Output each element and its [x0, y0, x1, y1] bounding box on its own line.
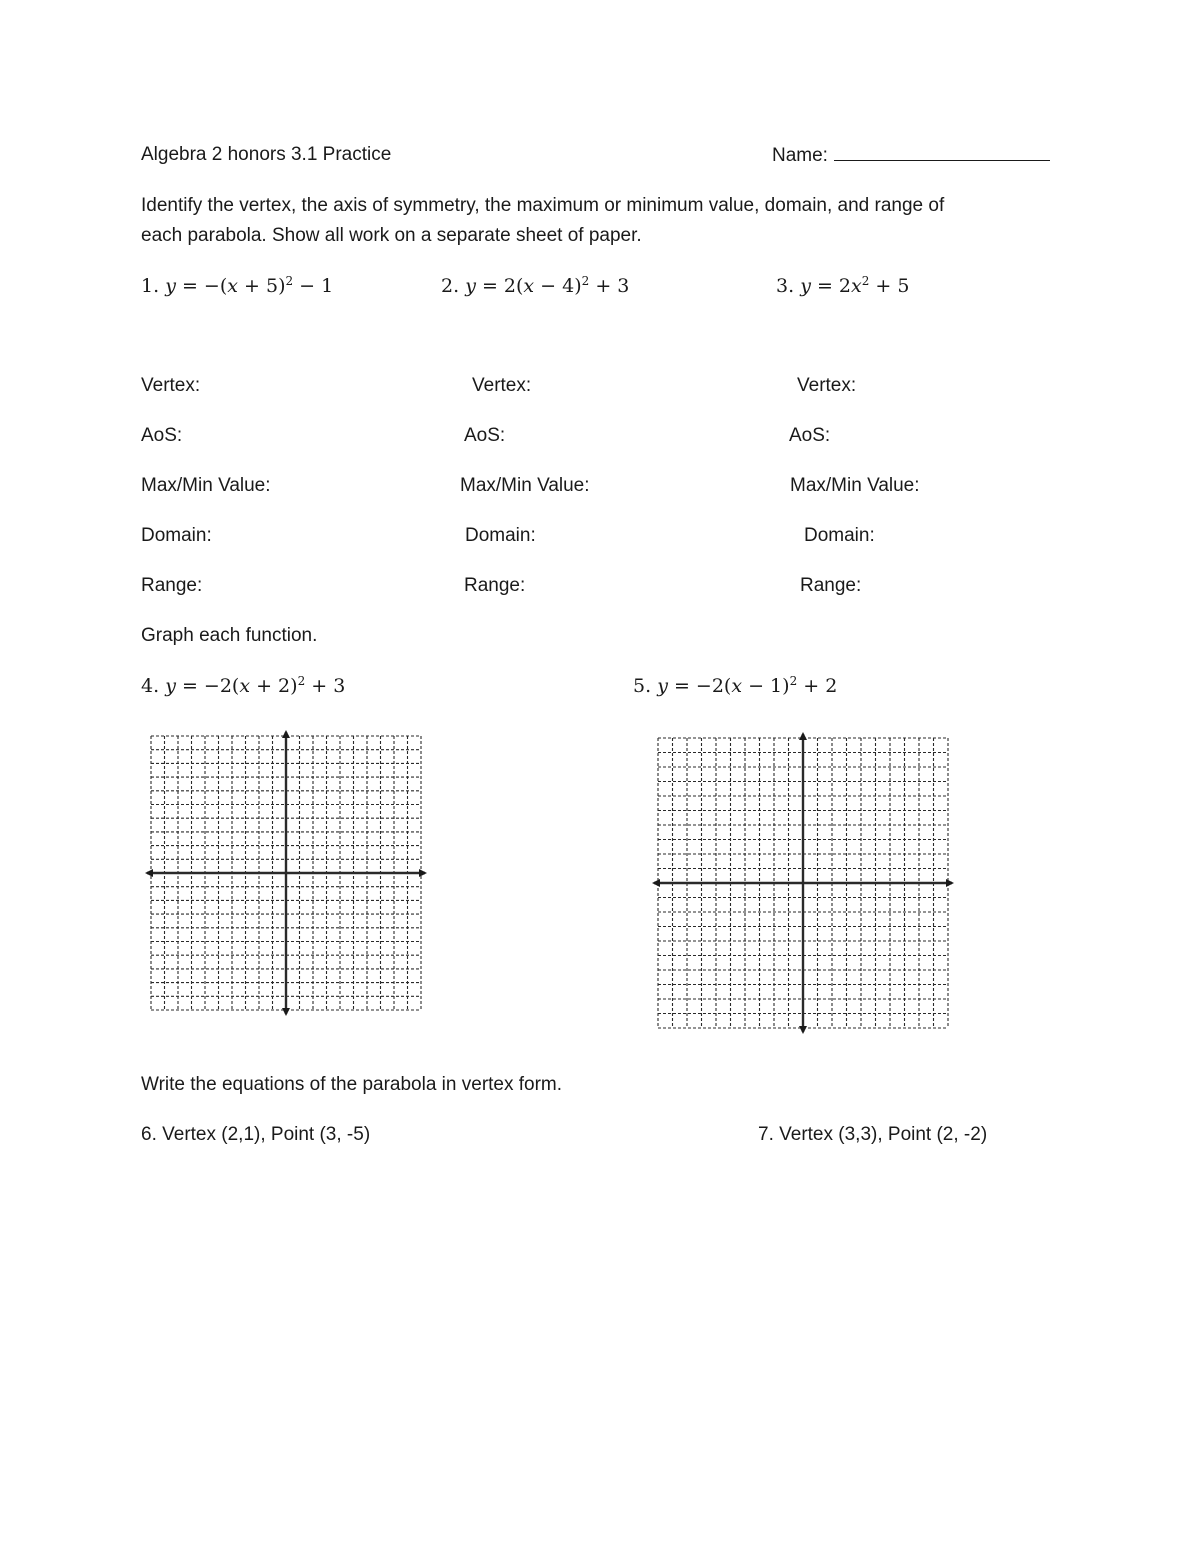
x-axis-arrow-right	[419, 869, 427, 877]
problem-3-aos-label: AoS:	[789, 425, 831, 446]
problem-3-vertex-label: Vertex:	[797, 375, 857, 396]
problem-1-maxmin-label: Max/Min Value:	[141, 475, 271, 496]
problem-7-text: 7. Vertex (3,3), Point (2, -2)	[758, 1124, 988, 1145]
instructions-line-1: Identify the vertex, the axis of symmetry, the maximum or minimum value, domain, and range of	[141, 195, 945, 216]
problem-4-equation: 4. $y = -2(x + 2)^2 + 3$	[141, 674, 346, 697]
y-axis-arrow-down	[282, 1008, 290, 1016]
problem-2-aos-label: AoS:	[464, 425, 506, 446]
x-axis-arrow-right	[946, 879, 954, 887]
problem-4-coordinate-grid[interactable]	[145, 730, 427, 1016]
problem-2-equation: 2. $y = 2(x - 4)^2 + 3$	[441, 274, 630, 297]
graph-instruction: Graph each function.	[141, 625, 318, 646]
x-axis-arrow-left	[652, 879, 660, 887]
problem-3-range-label: Range:	[800, 575, 862, 596]
problem-1-domain-label: Domain:	[141, 525, 212, 546]
name-label: Name:	[772, 145, 828, 166]
problem-2-vertex-label: Vertex:	[472, 375, 532, 396]
problem-1-vertex-label: Vertex:	[141, 375, 201, 396]
problem-5-coordinate-grid[interactable]	[652, 732, 954, 1034]
name-field[interactable]	[772, 144, 1050, 167]
y-axis-arrow-up	[799, 732, 807, 740]
problem-5-equation: 5. $y = -2(x - 1)^2 + 2$	[633, 674, 838, 697]
y-axis-arrow-up	[282, 730, 290, 738]
problem-2-range-label: Range:	[464, 575, 526, 596]
x-axis-arrow-left	[145, 869, 153, 877]
problem-3-domain-label: Domain:	[804, 525, 875, 546]
problem-1-aos-label: AoS:	[141, 425, 183, 446]
problem-6-text: 6. Vertex (2,1), Point (3, -5)	[141, 1124, 371, 1145]
problem-1-equation: 1. $y = -(x + 5)^2 - 1$	[141, 274, 334, 297]
problem-3-equation: 3. $y = 2x^2 + 5$	[776, 274, 910, 297]
problem-3-maxmin-label: Max/Min Value:	[790, 475, 920, 496]
instructions-line-2: each parabola. Show all work on a separate sheet of paper.	[141, 225, 642, 246]
worksheet-title: Algebra 2 honors 3.1 Practice	[141, 144, 392, 165]
vertex-form-instruction: Write the equations of the parabola in vertex form.	[141, 1074, 563, 1095]
problem-1-range-label: Range:	[141, 575, 203, 596]
problem-2-domain-label: Domain:	[465, 525, 536, 546]
y-axis-arrow-down	[799, 1026, 807, 1034]
name-blank-line[interactable]	[834, 144, 1050, 161]
problem-2-maxmin-label: Max/Min Value:	[460, 475, 590, 496]
